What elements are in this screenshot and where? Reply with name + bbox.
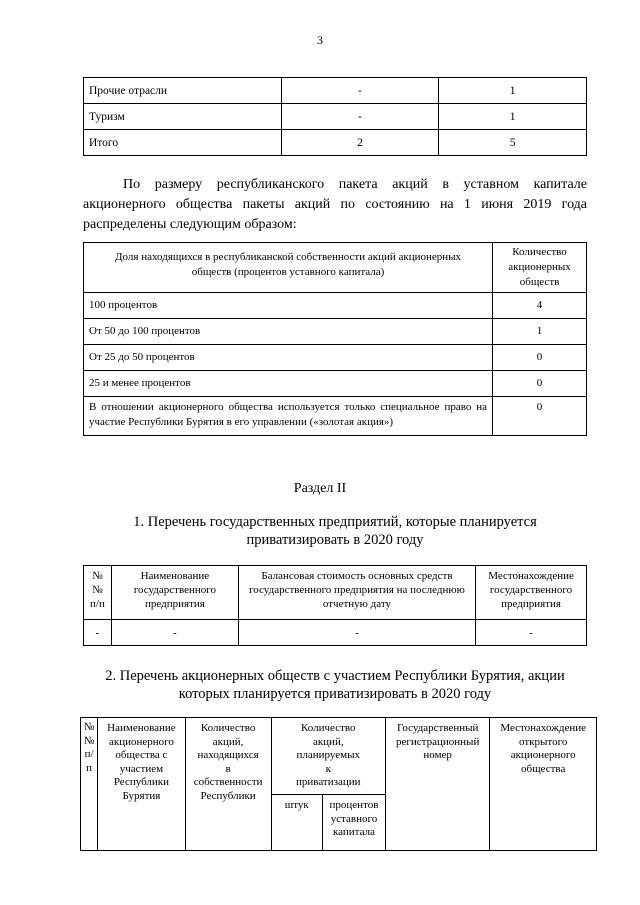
cell-value: - [84,620,112,646]
table-row [84,319,587,345]
row-label: От 25 до 50 процентов [84,345,493,371]
table-row [84,345,587,371]
column-header: Количество акций, планируемых к приватизации [271,718,386,795]
cell-value: - [281,78,439,104]
column-header: процентов уставного капитала [322,794,385,850]
column-header: Балансовая стоимость основных средств государственного предприятия на последнюю отчетную дату [238,566,475,620]
column-header: Количество акций, находящихся в собственности Республики [185,718,271,851]
cell-value: - [111,620,238,646]
cell-value: - [476,620,587,646]
row-label: 25 и менее процентов [84,371,493,397]
cell-value: 1 [439,78,587,104]
column-header: Количество акционерных обществ [493,243,587,293]
cell-value: - [238,620,475,646]
cell-value: 5 [439,130,587,156]
table-row [84,371,587,397]
column-header: штук [271,794,322,850]
table-row [84,397,587,436]
cell-value: 4 [493,293,587,319]
row-label: В отношении акционерного общества используется только специальное право на участие Республики Бурятия в его управлении («золотая акция») [84,397,493,436]
column-header: Доля находящихся в республиканской собственности акций акционерных обществ (процентов уставного капитала) [84,243,493,293]
column-header: Местонахождение государственного предприятия [476,566,587,620]
cell-value: 0 [493,397,587,436]
table-row [84,78,587,104]
row-label: Туризм [84,104,282,130]
table-header-row [84,566,587,620]
cell-value: 0 [493,345,587,371]
joint-stock-companies-table [80,717,597,851]
row-label: От 50 до 100 процентов [84,319,493,345]
table-row [84,130,587,156]
cell-value: 2 [281,130,439,156]
column-header: Наименование государственного предприятия [111,566,238,620]
table-header-row [84,243,587,293]
cell-value: 0 [493,371,587,397]
intro-paragraph: По размеру республиканского пакета акций в уставном капитале акционерного общества пакеты акций по состоянию на 1 июня 2019 года распределены следующим образом: [83,177,587,232]
table-header-row [81,718,597,795]
joint-stock-heading: 2. Перечень акционерных обществ с участием Республики Бурятия, акции которых планируется приватизировать в 2020 году [105,668,565,702]
column-header: Государственный регистрационный номер [386,718,490,851]
cell-value: - [281,104,439,130]
table-row [84,293,587,319]
row-label: Итого [84,130,282,156]
row-label: 100 процентов [84,293,493,319]
section-title: Раздел II [293,481,347,496]
state-enterprises-heading: 1. Перечень государственных предприятий, которые планируется приватизировать в 2020 году [133,514,537,548]
table-row [84,104,587,130]
column-header: Местонахождение открытого акционерного общества [490,718,597,851]
row-label: Прочие отрасли [84,78,282,104]
page-number: 3 [317,33,323,47]
share-distribution-table [83,242,587,436]
cell-value: 1 [439,104,587,130]
column-header: №№ п/п [81,718,98,851]
column-header: Наименование акционерного общества с участием Республики Бурятия [98,718,186,851]
industry-shares-table [83,77,587,156]
cell-value: 1 [493,319,587,345]
table-row [84,620,587,646]
state-enterprises-table [83,565,587,646]
column-header: №№ п/п [84,566,112,620]
